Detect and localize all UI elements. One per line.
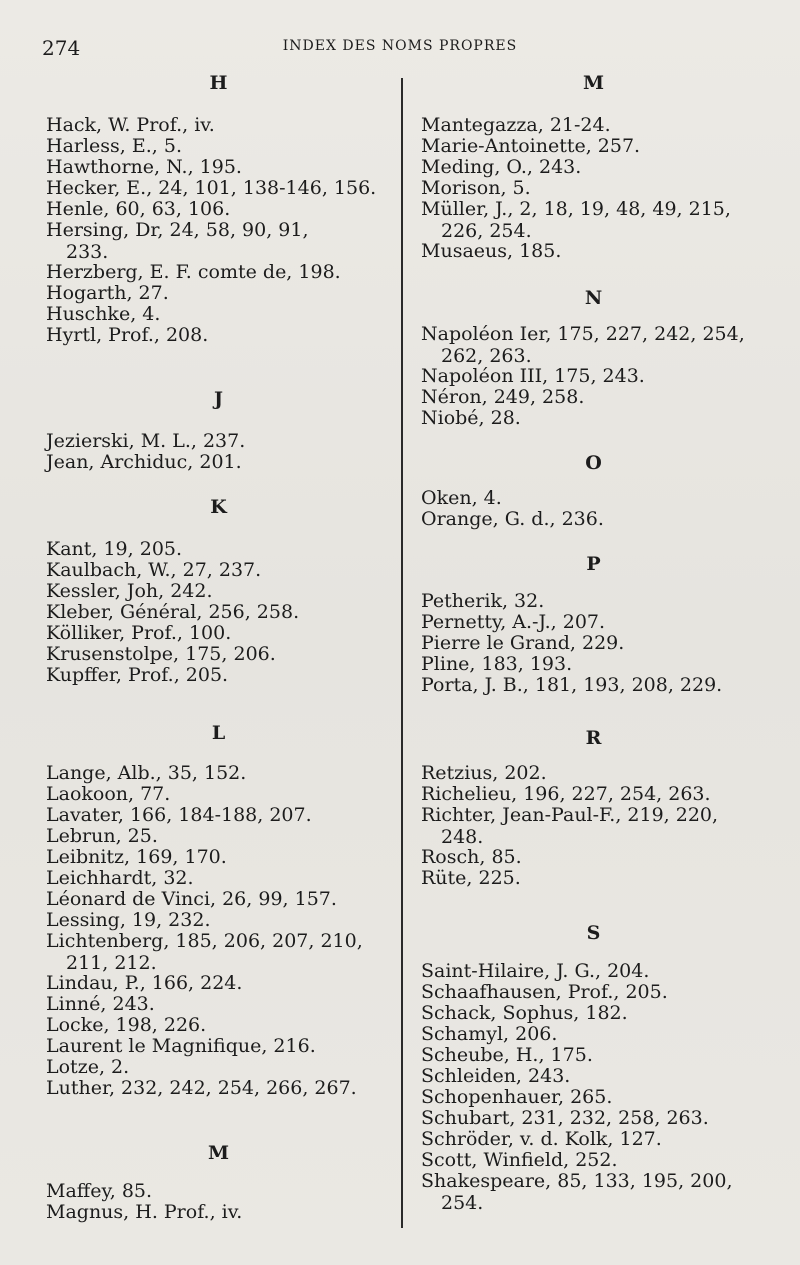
index-entry-text: Pline, 183, 193.: [421, 653, 573, 675]
section-letter: M: [582, 72, 605, 94]
index-entry: [46, 972, 242, 994]
index-entry: [46, 430, 245, 452]
index-entry: [46, 303, 160, 325]
index-entry-text: Harless, E., 5.: [46, 135, 182, 157]
section-letter: K: [210, 496, 227, 518]
index-entry: [46, 282, 169, 304]
index-entry: [46, 783, 170, 805]
index-entry-text: Leibnitz, 169, 170.: [46, 846, 227, 868]
index-entry: [421, 804, 718, 848]
index-entry-text: Schack, Sophus, 182.: [421, 1002, 628, 1024]
index-entry-text: Hersing, Dr, 24, 58, 90, 91,: [46, 219, 309, 241]
index-entry: [46, 825, 158, 847]
index-entry-text: Saint-Hilaire, J. G., 204.: [421, 960, 650, 982]
running-title: INDEX DES NOMS PROPRES: [282, 38, 518, 54]
index-entry-text: Napoléon Ier, 175, 227, 242, 254,: [421, 323, 745, 345]
section-letter: L: [211, 722, 226, 744]
index-entry-text: Herzberg, E. F. comte de, 198.: [46, 261, 341, 283]
index-entry-text: Meding, O., 243.: [421, 156, 582, 178]
index-entry-text: Schopenhauer, 265.: [421, 1086, 613, 1108]
index-entry-text: Morison, 5.: [421, 177, 531, 199]
index-entry-text: Scott, Winfield, 252.: [421, 1149, 618, 1171]
index-entry-text: Marie-Antoinette, 257.: [421, 135, 641, 157]
index-entry: [46, 643, 276, 665]
index-entry: [46, 846, 227, 868]
index-entry: [421, 135, 640, 157]
index-entry-text: Jean, Archiduc, 201.: [46, 451, 242, 473]
index-entry: [421, 177, 531, 199]
index-entry: [421, 156, 581, 178]
index-entry-text: Schleiden, 243.: [421, 1065, 571, 1087]
index-entry-text: Petherik, 32.: [421, 590, 545, 612]
index-entry-text: Lebrun, 25.: [46, 825, 158, 847]
index-entry-text: Lange, Alb., 35, 152.: [46, 762, 247, 784]
index-entry: [421, 846, 522, 868]
section-letter: M: [207, 1142, 230, 1164]
index-entry: [421, 1065, 570, 1087]
index-entry: [421, 114, 611, 136]
index-entry: [421, 487, 502, 509]
index-entry-text: Henle, 60, 63, 106.: [46, 198, 231, 220]
index-entry-continuation: 211, 212.: [66, 952, 157, 974]
section-letter: P: [586, 553, 601, 575]
index-entry: [46, 1014, 206, 1036]
index-entry: [421, 1002, 628, 1024]
index-entry: [46, 622, 231, 644]
index-entry-text: Léonard de Vinci, 26, 99, 157.: [46, 888, 337, 910]
index-entry-text: Lindau, P., 166, 224.: [46, 972, 243, 994]
section-letter: O: [585, 452, 602, 474]
index-entry: [46, 198, 230, 220]
index-entry: [46, 538, 182, 560]
index-entry: [46, 219, 309, 263]
index-entry: [421, 1107, 709, 1129]
index-entry-text: Kessler, Joh, 242.: [46, 580, 213, 602]
index-entry-text: Schamyl, 206.: [421, 1023, 558, 1045]
section-letter: H: [209, 72, 228, 94]
index-entry: [46, 261, 341, 283]
index-entry-text: Richelieu, 196, 227, 254, 263.: [421, 783, 711, 805]
index-entry-continuation: 262, 263.: [441, 345, 532, 367]
index-entry-text: Laokoon, 77.: [46, 783, 171, 805]
index-entry-text: Lavater, 166, 184-188, 207.: [46, 804, 312, 826]
section-letter: R: [585, 727, 602, 749]
index-entry: [421, 407, 521, 429]
index-entry: [421, 365, 645, 387]
index-entry: [46, 1077, 357, 1099]
index-entry-text: Jezierski, M. L., 237.: [46, 430, 246, 452]
index-entry: [421, 632, 624, 654]
index-entry-text: Hawthorne, N., 195.: [46, 156, 242, 178]
index-entry-text: Rüte, 225.: [421, 867, 521, 889]
index-entry: [421, 508, 604, 530]
index-entry: [46, 1180, 152, 1202]
index-entry: [421, 1149, 618, 1171]
index-entry-continuation: 248.: [441, 826, 484, 848]
index-entry: [46, 559, 261, 581]
index-entry-text: Rosch, 85.: [421, 846, 522, 868]
index-entry-text: Kant, 19, 205.: [46, 538, 183, 560]
index-entry-text: Lichtenberg, 185, 206, 207, 210,: [46, 930, 363, 952]
index-entry-text: Krusenstolpe, 175, 206.: [46, 643, 276, 665]
index-entry-text: Lessing, 19, 232.: [46, 909, 211, 931]
index-entry-text: Orange, G. d., 236.: [421, 508, 604, 530]
index-entry-text: Leichhardt, 32.: [46, 867, 194, 889]
index-entry-text: Niobé, 28.: [421, 407, 521, 429]
index-entry-text: Schubart, 231, 232, 258, 263.: [421, 1107, 709, 1129]
index-entry: [46, 909, 210, 931]
index-entry: [421, 590, 544, 612]
index-entry: [421, 653, 572, 675]
section-letter: J: [214, 388, 223, 410]
index-entry: [46, 762, 246, 784]
index-entry: [46, 888, 337, 910]
index-entry: [421, 323, 745, 367]
index-entry: [46, 324, 208, 346]
index-entry: [421, 1023, 557, 1045]
index-entry-continuation: 254.: [441, 1192, 484, 1214]
index-entry-text: Néron, 249, 258.: [421, 386, 585, 408]
index-entry-text: Hyrtl, Prof., 208.: [46, 324, 209, 346]
index-entry-text: Schaafhausen, Prof., 205.: [421, 981, 668, 1003]
index-entry: [46, 993, 155, 1015]
section-letter: S: [586, 922, 601, 944]
index-entry-text: Linné, 243.: [46, 993, 155, 1015]
index-entry-text: Scheube, H., 175.: [421, 1044, 593, 1066]
index-entry: [46, 1201, 242, 1223]
index-entry: [421, 1086, 612, 1108]
index-entry-text: Schröder, v. d. Kolk, 127.: [421, 1128, 662, 1150]
index-entry-text: Pierre le Grand, 229.: [421, 632, 625, 654]
index-entry: [46, 135, 182, 157]
index-entry-text: Hogarth, 27.: [46, 282, 169, 304]
index-entry-text: Musaeus, 185.: [421, 240, 562, 262]
index-entry: [421, 762, 547, 784]
index-entry-text: Luther, 232, 242, 254, 266, 267.: [46, 1077, 357, 1099]
index-entry-text: Napoléon III, 175, 243.: [421, 365, 645, 387]
index-entry: [46, 1056, 129, 1078]
index-entry: [421, 981, 668, 1003]
index-entry: [421, 198, 731, 242]
index-entry-text: Laurent le Magnifique, 216.: [46, 1035, 316, 1057]
index-entry-text: Richter, Jean-Paul-F., 219, 220,: [421, 804, 719, 826]
index-entry: [421, 1128, 662, 1150]
index-entry-text: Müller, J., 2, 18, 19, 48, 49, 215,: [421, 198, 731, 220]
index-entry: [421, 1170, 732, 1214]
index-entry: [46, 930, 363, 974]
index-entry-text: Locke, 198, 226.: [46, 1014, 207, 1036]
index-entry: [421, 1044, 593, 1066]
index-entry-text: Porta, J. B., 181, 193, 208, 229.: [421, 674, 723, 696]
index-entry-text: Oken, 4.: [421, 487, 502, 509]
index-entry: [421, 960, 649, 982]
index-entry: [46, 580, 213, 602]
index-entry-text: Pernetty, A.-J., 207.: [421, 611, 606, 633]
index-entry: [46, 601, 299, 623]
index-entry: [421, 611, 605, 633]
index-entry: [46, 664, 228, 686]
index-entry-text: Retzius, 202.: [421, 762, 547, 784]
index-entry: [46, 1035, 316, 1057]
index-entry: [421, 386, 584, 408]
index-entry: [46, 114, 215, 136]
index-entry: [421, 783, 711, 805]
section-letter: N: [584, 287, 603, 309]
index-entry: [46, 804, 312, 826]
index-entry-continuation: 233.: [66, 241, 109, 263]
index-entry-text: Huschke, 4.: [46, 303, 161, 325]
index-entry-text: Shakespeare, 85, 133, 195, 200,: [421, 1170, 733, 1192]
index-entry: [46, 867, 194, 889]
column-divider: [401, 78, 403, 1228]
index-entry: [421, 867, 521, 889]
index-entry: [46, 451, 242, 473]
index-entry: [421, 240, 561, 262]
index-entry-text: Lotze, 2.: [46, 1056, 130, 1078]
index-entry-text: Magnus, H. Prof., iv.: [46, 1201, 243, 1223]
index-entry-text: Kaulbach, W., 27, 237.: [46, 559, 262, 581]
index-entry: [46, 156, 242, 178]
index-entry-continuation: 226, 254.: [441, 220, 532, 242]
index-entry-text: Kleber, Général, 256, 258.: [46, 601, 300, 623]
index-entry: [421, 674, 722, 696]
page-number: 274: [42, 36, 81, 60]
index-entry: [46, 177, 376, 199]
index-entry-text: Kölliker, Prof., 100.: [46, 622, 232, 644]
index-entry-text: Kupffer, Prof., 205.: [46, 664, 229, 686]
index-entry-text: Hecker, E., 24, 101, 138-146, 156.: [46, 177, 377, 199]
index-entry-text: Maffey, 85.: [46, 1180, 153, 1202]
index-entry-text: Mantegazza, 21-24.: [421, 114, 611, 136]
index-entry-text: Hack, W. Prof., iv.: [46, 114, 215, 136]
